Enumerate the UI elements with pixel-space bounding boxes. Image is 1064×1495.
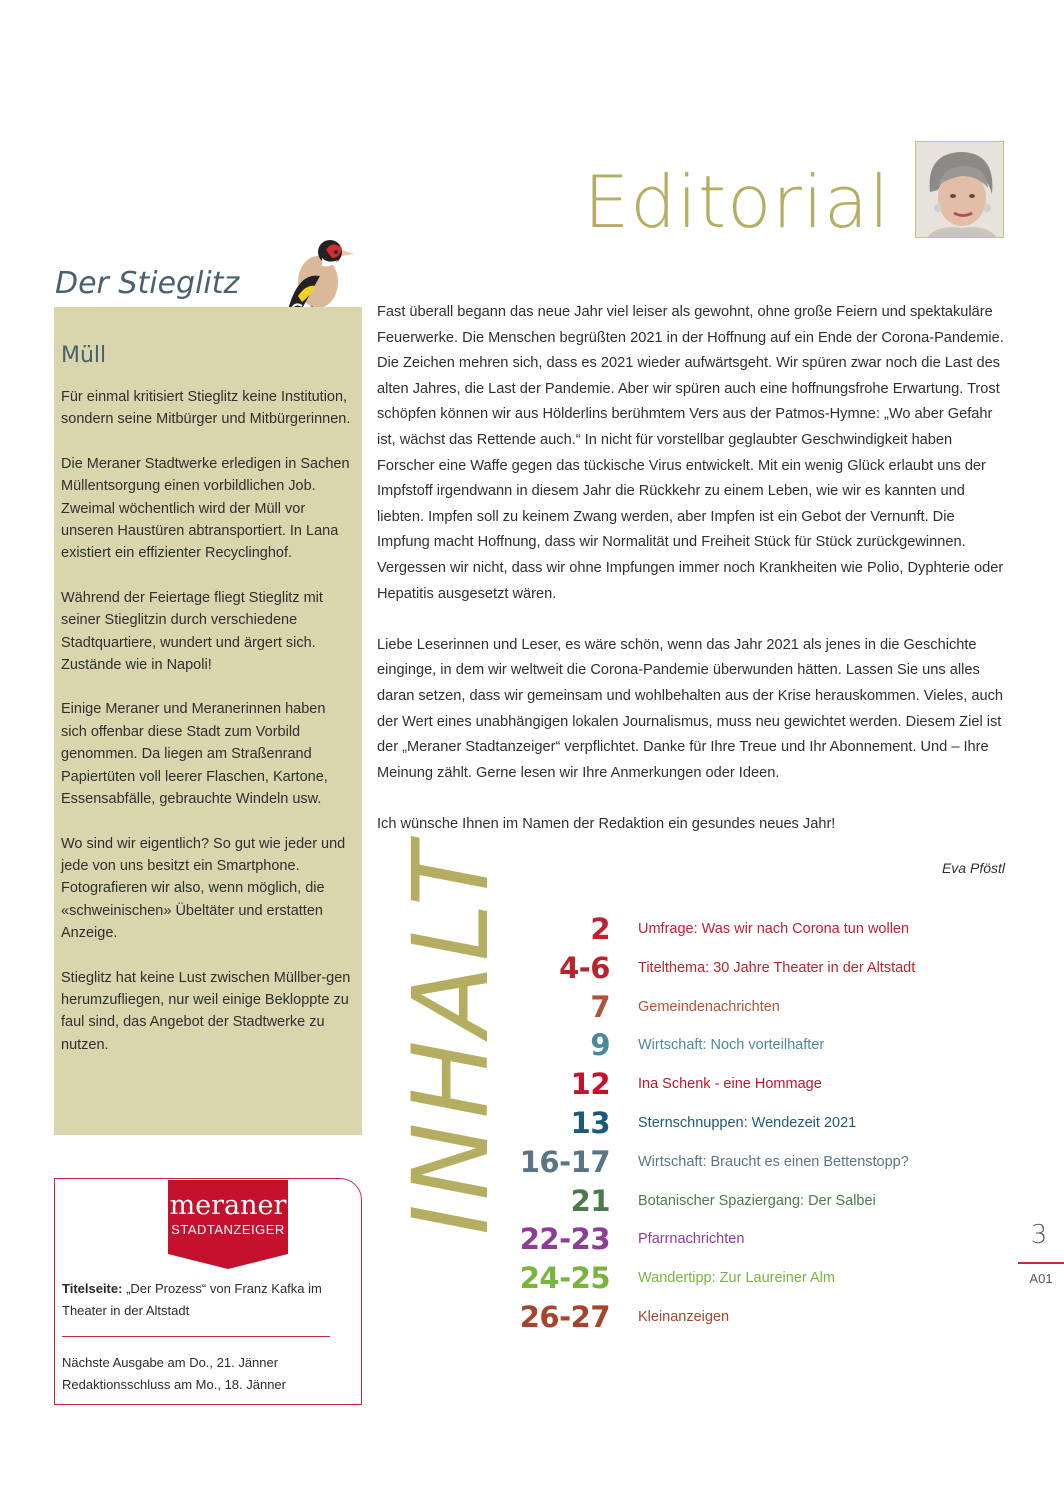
toc-item[interactable] [470, 1067, 990, 1101]
toc-item-title: Wandertipp: Zur Laureiner Alm [638, 1270, 835, 1287]
column-paragraph: Während der Feiertage fliegt Stieglitz mit seiner Stieglitzin durch verschiedene Stadtquartiere, wundert und ärgert sich. Zustände wie in Napoli! [61, 589, 323, 674]
toc-page-number: 2 [590, 912, 610, 946]
page-number: 3 [1030, 1220, 1048, 1250]
editorial-title: Editorial [583, 160, 890, 244]
toc-item-title: Sternschnuppen: Wendezeit 2021 [638, 1115, 857, 1131]
toc-page-number: 7 [590, 989, 610, 1024]
toc-item-title: Wirtschaft: Noch vorteilhafter [638, 1037, 825, 1054]
toc-item-title: Ina Schenk - eine Hommage [638, 1076, 822, 1093]
toc-page-number: 16-17 [519, 1144, 610, 1179]
column-paragraph: Einige Meraner und Meranerinnen haben sich offenbar diese Stadt zum Vorbild genommen. Da liegen am Straßenrand Papiertüten voll leerer Flaschen, Kartone, Essensabfälle, gebrauchte Windeln usw. [61, 701, 328, 808]
issue-dates [62, 1352, 352, 1396]
toc-item-title: Gemeindenachrichten [638, 998, 780, 1015]
toc-item[interactable] [470, 1145, 990, 1179]
toc-item[interactable] [470, 1261, 990, 1295]
cover-text: „Der Prozess“ von Franz Kafka im Theater in der Altstadt [62, 1281, 322, 1318]
toc-item-title: Umfrage: Was wir nach Corona tun wollen [638, 921, 910, 937]
toc-item-title: Titelthema: 30 Jahre Theater in der Altstadt [638, 959, 916, 976]
toc-item-title: Kleinanzeigen [638, 1309, 730, 1325]
column-title: Müll [61, 343, 107, 368]
toc-page-number: 26-27 [519, 1300, 610, 1334]
toc-page-number: 21 [570, 1183, 610, 1218]
page-number-rule [1018, 1262, 1064, 1264]
toc-page-number: 13 [570, 1106, 610, 1140]
toc-item[interactable] [470, 951, 990, 985]
logo-subtitle: STADTANZEIGER [171, 1222, 285, 1237]
column-paragraph: Die Meraner Stadtwerke erledigen in Sachen Müllentsorgung einen vorbildlichen Job. Zweimal wöchentlich wird der Müll vor unseren Haustüren abtransportiert. In Lana existiert ein effizienter Recyclinghof. [61, 455, 350, 562]
column-heading: Der Stieglitz [55, 266, 240, 301]
author-portrait [915, 141, 1004, 238]
toc-item-title: Botanischer Spaziergang: Der Salbei [638, 1192, 876, 1209]
toc-item-title: Wirtschaft: Braucht es einen Bettenstopp? [638, 1153, 909, 1170]
editorial-paragraph: Liebe Leserinnen und Leser, es wäre schön, wenn das Jahr 2021 als jenes in die Geschichte einginge, in dem wir weltweit die Corona-Pandemie überwunden hätten. Lassen Sie uns alles daran setzen, dass wir gemeinsam und wohlbehalten aus der Krise herauskommen. Vieles, auch der Wert eines unabhängigen lokalen Journalismus, muss neu gewichtet werden. Diesem Ziel ist der „Meraner Stadtanzeiger“ verpflichtet. Danke für Ihre Treue und Ihr Abonnement. Und – Ihre Meinung zählt. Gerne lesen wir Ihre Anmerkungen oder Ideen. [377, 636, 1003, 781]
masthead-divider [62, 1336, 330, 1337]
toc-page-number: 12 [570, 1067, 610, 1102]
page-code: A01 [1029, 1271, 1053, 1286]
toc-page-number: 4-6 [559, 950, 610, 985]
cover-label: Titelseite: [62, 1281, 123, 1296]
next-issue-date: Nächste Ausgabe am Do., 21. Jänner [62, 1355, 279, 1370]
toc-page-number: 24-25 [519, 1261, 610, 1296]
author-signature: Eva Pföstl [941, 860, 1005, 876]
editorial-paragraph: Fast überall begann das neue Jahr viel leiser als gewohnt, ohne große Feiern und spektakuläre Feuerwerke. Die Menschen begrüßten 2021 in der Hoffnung auf ein Ende der Corona-Pandemie. Die Zeichen mehren sich, dass es 2021 wieder aufwärtsgeht. Wir spüren zwar noch die Last des alten Jahres, die Last der Pandemie. Aber wir spüren auch eine hoffnungsfrohe Erwartung. Trost schöpfen können wir aus Hölderlins berühmtem Vers aus der Patmos-Hymne: „Wo aber Gefahr ist, wächst das Rettende auch.“ In nicht für vorstellbar geglaubter Geschwindigkeit haben Forscher eine Waffe gegen das tückische Virus entwickelt. Mit ein wenig Glück erlaubt uns der Impfstoff irgendwann in diesem Jahr die Rückkehr zu einem Leben, wie wir es kannten und liebten. Impfen soll zu keinem Zwang werden, aber Impfen ist ein Gebot der Vernunft. Die Impfung macht Hoffnung, dass wir Normalität und Freiheit Stück für Stück zurückgewinnen. Vergessen wir nicht, dass wir ohne Impfungen immer noch Krankheiten wie Polio, Dyphterie oder Hepatitis ausgesetzt wären. [377, 304, 1004, 602]
toc-item[interactable] [470, 1222, 990, 1256]
toc-page-number: 22-23 [519, 1222, 610, 1257]
column-body [61, 386, 351, 1078]
logo-wordmark: meraner [169, 1190, 287, 1221]
editorial-deadline: Redaktionsschluss am Mo., 18. Jänner [62, 1377, 286, 1392]
toc-item[interactable] [470, 912, 990, 946]
cover-note [62, 1278, 352, 1322]
editorial-paragraph: Ich wünsche Ihnen im Namen der Redaktion ein gesundes neues Jahr! [377, 815, 836, 832]
toc-item[interactable] [470, 1028, 990, 1062]
toc-item[interactable] [470, 1106, 990, 1140]
editorial-body [377, 300, 1009, 863]
column-paragraph: Für einmal kritisiert Stieglitz keine Institution, sondern seine Mitbürger und Mitbürgerinnen. [61, 389, 351, 428]
toc-item[interactable] [470, 1184, 990, 1218]
toc-item-title: Pfarrnachrichten [638, 1231, 745, 1248]
toc-page-number: 9 [590, 1028, 610, 1063]
toc-item[interactable] [470, 1300, 990, 1334]
toc-item[interactable] [470, 990, 990, 1024]
toc-heading: INHALT [390, 838, 512, 1235]
column-paragraph: Wo sind wir eigentlich? So gut wie jeder und jede von uns besitzt ein Smartphone. Fotografieren wir also, wenn möglich, die «schweinischen» Übeltäter und erstatten Anzeige. [61, 835, 346, 942]
column-paragraph: Stieglitz hat keine Lust zwischen Müllber-gen herumzufliegen, nur weil einige Bekloppte zu faul sind, das Angebot der Stadtwerke zu nutzen. [61, 969, 351, 1053]
